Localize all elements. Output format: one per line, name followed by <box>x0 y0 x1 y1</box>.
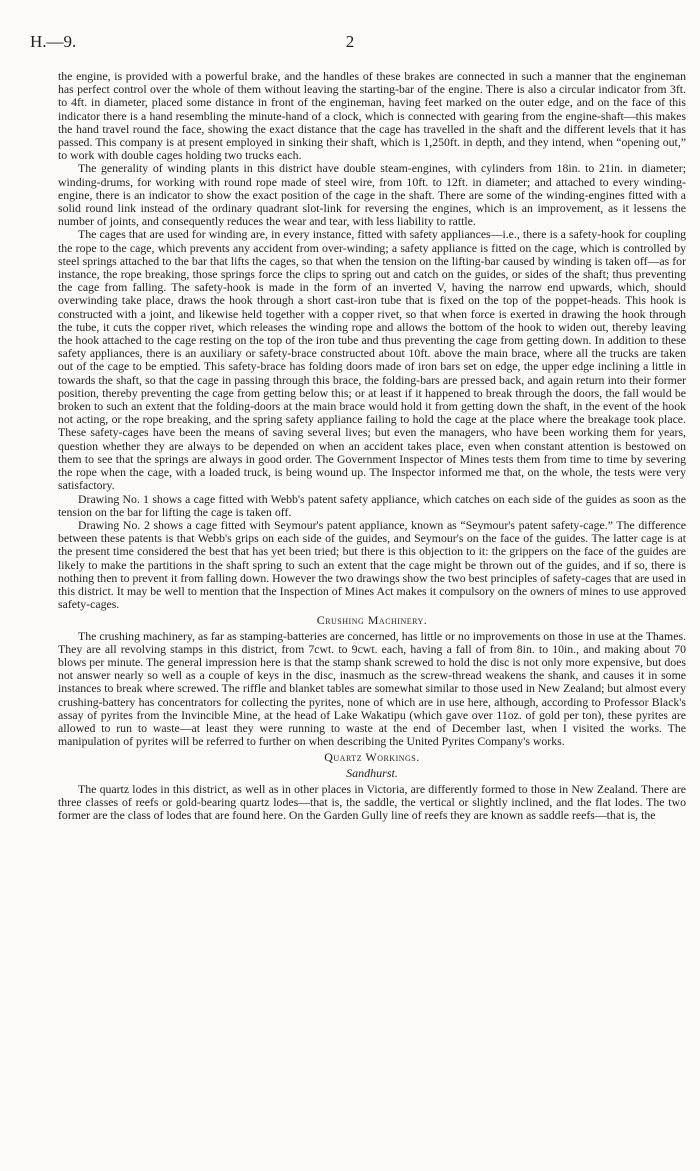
page-header <box>30 32 670 54</box>
paragraph: The cages that are used for winding are, in every instance, fitted with safety appliances—i.e., there is a safety-hook for coupling the rope to the cage, which prevents any accident from over-winding; a safety appliance is fitted on the cage, which is controlled by steel springs attached to the bar that lifts the cages, so that when the tension on the lifting-bar caused by winding is taken off—as for instance, the rope breaking, those springs force the clips to spring out and catch on the guides, or sides of the shaft; thus preventing the cage from falling. The safety-hook is made in the form of an inverted V, having the narrow end upwards, which, should overwinding take place, draws the hook through a short cast-iron tube that is fixed on the top of the poppet-heads. This hook is constructed with a joint, and likewise held together with a copper rivet, so that when force is exerted in drawing the hook through the tube, it cuts the copper rivet, which releases the winding rope and allows the bottom of the hook to widen out, thereby leaving the hook attached to the cage resting on the top of the iron tube and thus preventing the cage from getting down. In addition to these safety appliances, there is an auxiliary or safety-brace constructed about 10ft. above the main brace, where all the trucks are taken out of the cage to be emptied. This safety-brace has folding doors made of iron bars set on edge, the upper edge inclining a little in towards the shaft, so that the cage in passing through this brace, the folding-bars are pressed back, and again return into their former position, thereby preventing the cage from getting below this; or at least if it happened to break through the doors, the fall would be broken to such an extent that the folding-doors at the main brace would hold it from getting down the shaft, in the event of the hook not acting, or the rope breaking, and the spring safety appliance failing to hold the cage at the place where the breakage took place. These safety-cages have been the means of saving several lives; but even the managers, who have been working them for years, question whether they are always to be depended on when an accident takes place, even when constant attention is bestowed on them to see that the springs are always in good order. The Government Inspector of Mines tests them from time to time by severing the rope when the cage, with a loaded truck, is being wound up. The Inspector informed me that, on the whole, the tests were very satisfactory. <box>58 227 686 493</box>
section-heading-crushing-machinery: Crushing Machinery. <box>316 613 428 628</box>
paragraph: the engine, is provided with a powerful brake, and the handles of these brakes are connected in such a manner that the engineman has perfect control over the whole of them without leaving the starting-bar of the engine. There is also a circular indicator from 3ft. to 4ft. in diameter, placed some distance in front of the engineman, having feet marked on the outer edge, and on the face of this indicator there is a hand resembling the minute-hand of a clock, which is connected with gearing from the engine-shaft—this makes the hand travel round the face, showing the exact distance that the cage has travelled in the shaft and the different levels that it has passed. This company is at present employed in sinking their shaft, which is 1,250ft. in depth, and they intend, when “opening out,” to work with double cages holding two trucks each. <box>58 69 686 163</box>
paragraph: The quartz lodes in this district, as well as in other places in Victoria, are differently formed to those in New Zealand. There are three classes of reefs or gold-bearing quartz lodes—that is, the saddle, the vertical or slightly inclined, and the flat lodes. The two former are the class of lodes that are found here. On the Garden Gully line of reefs they are known as saddle reefs—that is, the <box>58 781 686 823</box>
subheading-sandhurst: Sandhurst. <box>346 765 398 780</box>
page-body <box>58 70 686 822</box>
paragraph: Drawing No. 1 shows a cage fitted with Webb's patent safety appliance, which catches on each side of the guides as soon as the tension on the bar for lifting the cage is taken off. <box>58 491 686 519</box>
section-heading-quartz-workings: Quartz Workings. <box>324 750 420 765</box>
paragraph: The generality of winding plants in this district have double steam-engines, with cylinders from 18in. to 21in. in diameter; winding-drums, for working with round rope made of steel wire, from 10ft. to 12ft. in diameter; and attached to every winding-engine, there is an indicator to show the exact position of the cage in the shaft. There are some of the winding-engines fitted with a solid round link instead of the ordinary quadrant slot-link for reversing the engines, which is an improvement, as it lessens the number of joints, and consequently reduces the wear and tear, with less liability to rattle. <box>58 161 686 229</box>
document-reference: H.—9. <box>30 32 77 51</box>
paragraph: Drawing No. 2 shows a cage fitted with Seymour's patent appliance, known as “Seymour's patent safety-cage.” The difference between these patents is that Webb's grips on each side of the guides, and Seymour's on the face of the guides. The latter cage is at the present time considered the best that has yet been tried; but there is this objection to it: the grippers on the face of the guides are likely to make the partitions in the shaft spring to such an extent that the cage might be thrown out of the guides, and if so, there is nothing then to prevent it from falling down. However the two drawings show the two best principles of safety-cages that are used in this district. It may be well to mention that the Inspection of Mines Act makes it compulsory on the owners of mines to use approved safety-cages. <box>58 517 686 612</box>
page-number: 2 <box>345 32 355 51</box>
paragraph: The crushing machinery, as far as stamping-batteries are concerned, has little or no improvements on those in use at the Thames. They are all revolving stamps in this district, from 7cwt. to 9cwt. each, having a fall of from 8in. to 10in., and making about 70 blows per minute. The general impression here is that the stamp shank screwed to hold the disc is not only more expensive, but does not answer nearly so well as a couple of keys in the disc, inasmuch as the screw-thread weakens the shank, and causes it in some instances to break where screwed. The riffle and blanket tables are somewhat similar to those used in New Zealand; but almost every crushing-battery has concentrators for collecting the pyrites, none of which are in use here, although, according to Professor Black's assay of pyrites from the Invincible Mine, at the head of Lake Wakatipu (which gave over 11oz. of gold per ton), these pyrites are allowed to run to waste—at least they were running to waste at the end of December last, when I visited the works. The manipulation of pyrites will be referred to further on when describing the United Pyrites Company's works. <box>58 628 686 749</box>
